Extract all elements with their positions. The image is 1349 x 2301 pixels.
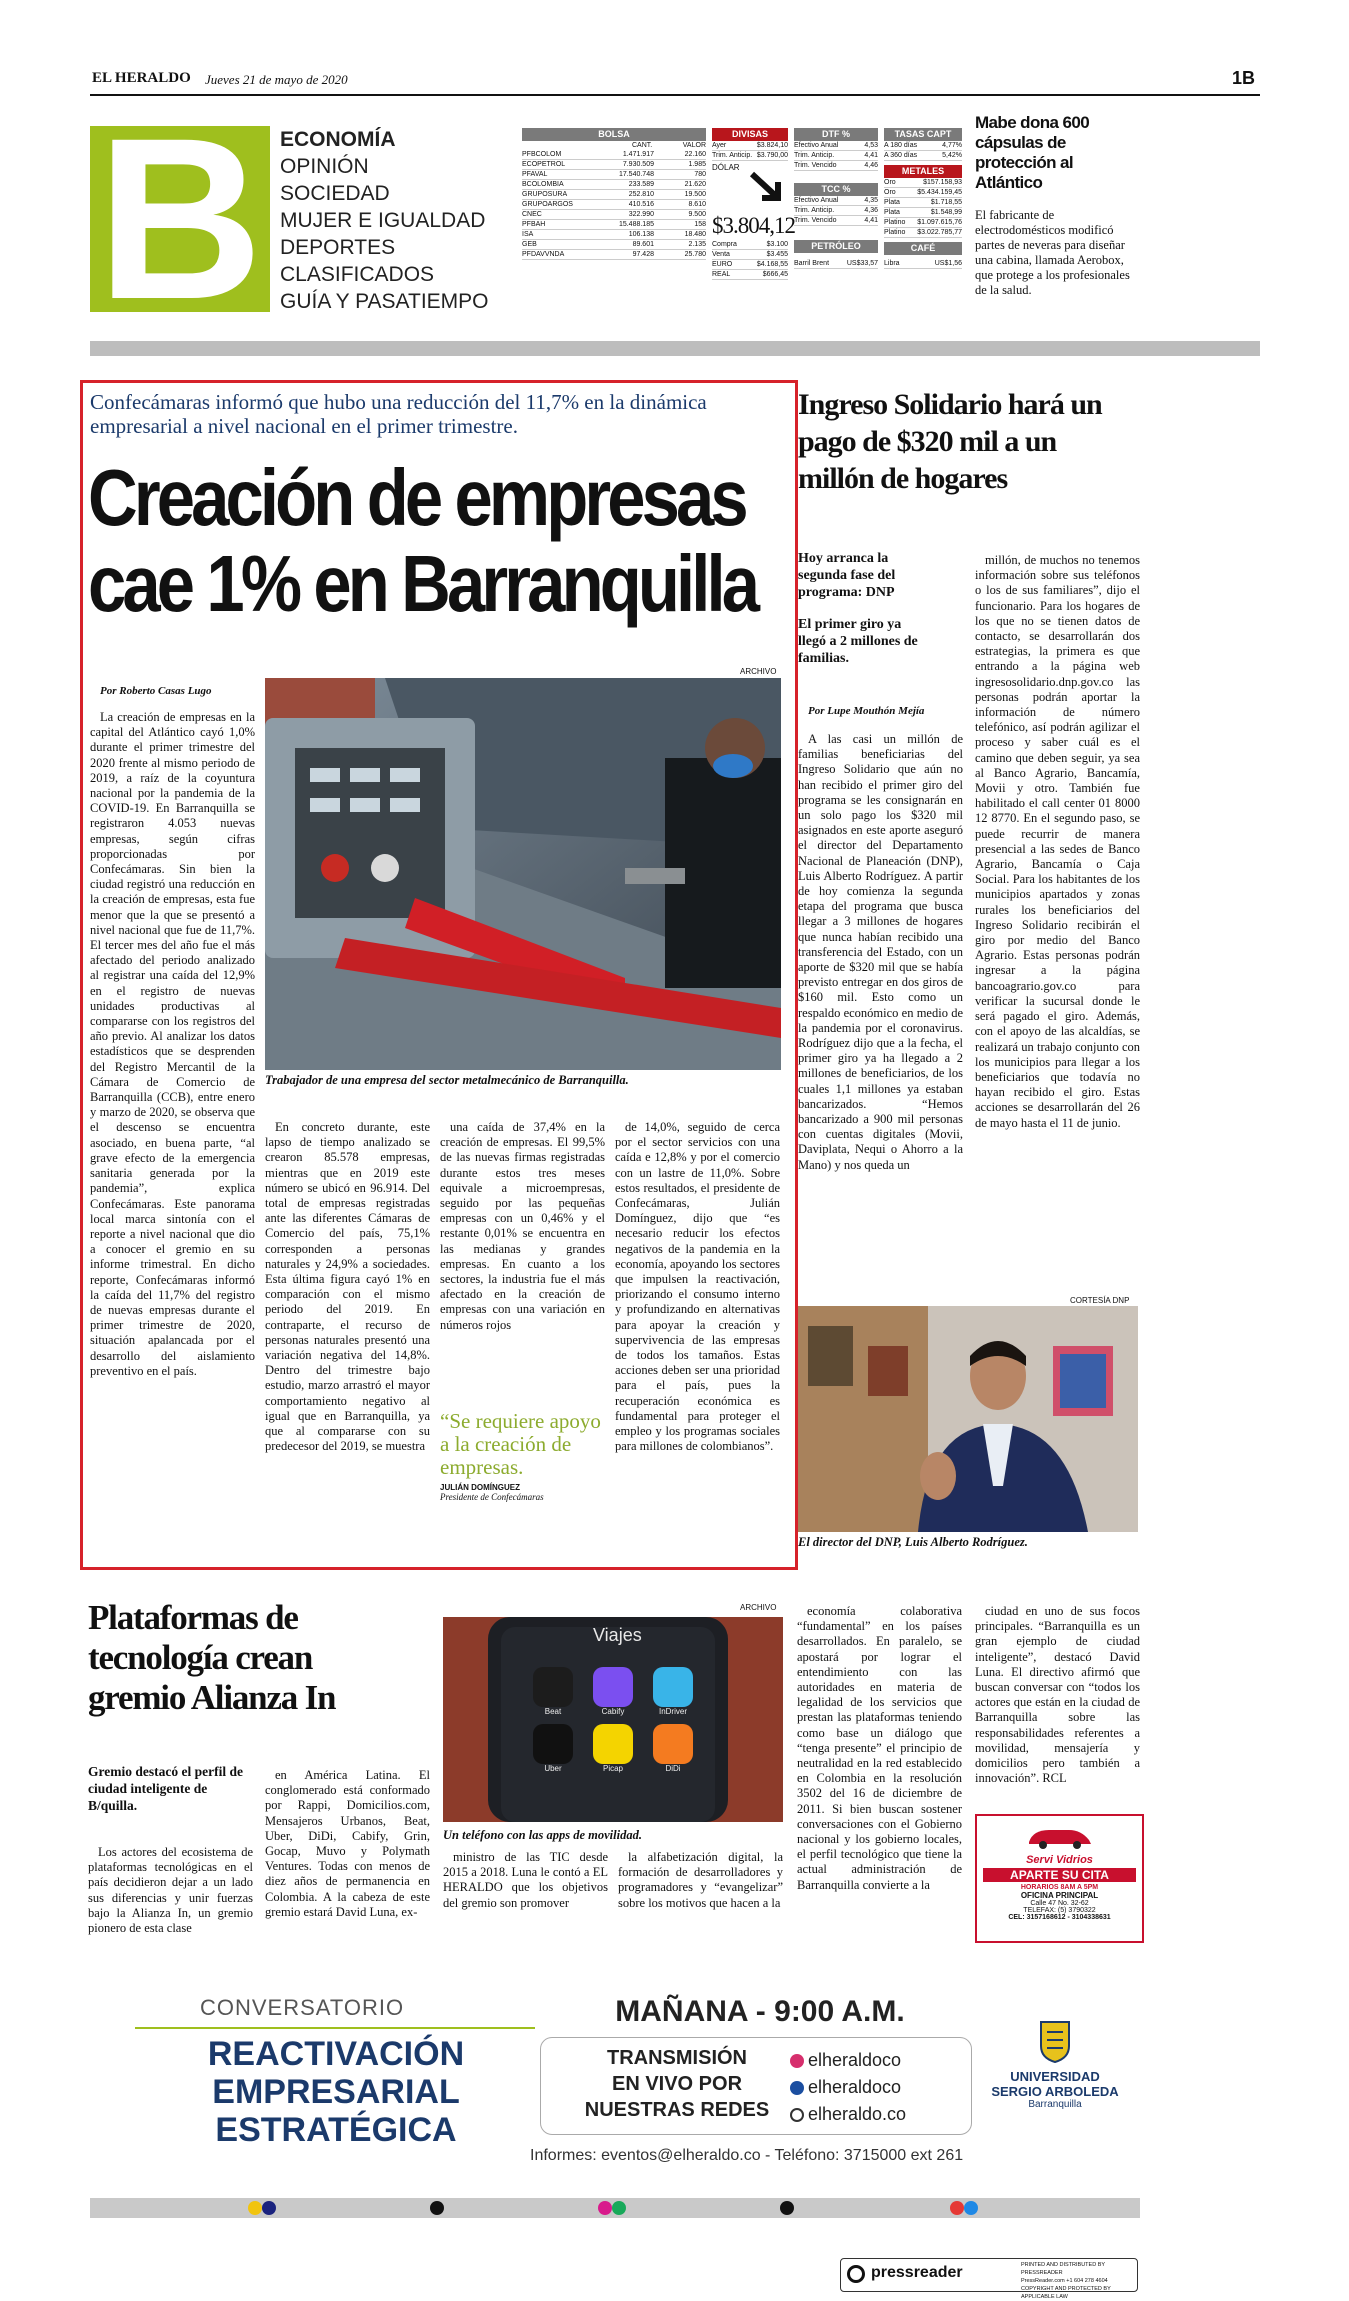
dtf-value: 4,41 [864,152,878,159]
lead-col2 [265,1120,430,1560]
university-name1: UNIVERSIDAD [1010,2069,1100,2084]
section-letter: B [90,126,270,312]
tcc-value: 4,35 [864,197,878,204]
app-tile [533,1724,573,1764]
cafe-value: US$1,56 [934,260,962,267]
divisas-label: Ayer [712,142,727,149]
bolsa-qty: 233.589 [628,181,654,188]
bolsa-ticker: GEB [522,241,537,248]
metal-label: Platino [884,229,906,236]
app-icon-beat[interactable] [525,1667,581,1716]
lead-col1-text: La creación de empresas en la capital del Atlántico cayó 1,0% durante el primer trimestre del 2020 frente al mismo periodo de 2019, a raíz de la coyuntura nacional por la pandemia de la COVID-19. En Barranquilla se registraron 4.053 nuevas empresas, según cifras proporcionadas por Confecámaras. Sin bien la ciudad registró una reducción en la creación de empresas, esta fue menor que la que se presentó a nivel nacional que fue de 11,7%. El tercer mes del año fue el más afectado del periodo analizado al registrar una caída del 12,9% en el registro de nuevas unidades productivas al compararse con los registros del año previo. Al analizar los datos estadísticos que se desprenden del Registro Mercantil de la Cámara de Comercio de Barranquilla (CCB), entre enero y marzo de 2020, se observa que el descenso se encuentra asociado, en buena parte, “al grave efecto de la emergencia sanitaria generada por la pandemia”, explica Confecámaras. Este panorama local marca sintonía con el reporte a nivel nacional que dio a conocer el gremio en su informe trimestral. En dicho reporte, Confecámaras informó la caída del 11,7% del registro de nuevas empresas durante el primer trimestre de 2020, situación apalancada por el desarrollo del aislamiento preventivo en el país. [90,710,255,1378]
metal-row [884,178,962,188]
banner-stream [582,2045,772,2123]
reg-dot-black [430,2201,444,2215]
divisas-label: REAL [712,271,731,278]
phone-header: Viajes [593,1625,642,1645]
app-icon-uber[interactable] [525,1724,581,1773]
bottom-col5 [797,1604,962,1964]
bolsa-row [522,240,706,250]
cafe-title: CAFÉ [884,242,962,255]
petroleo-label: Barril Brent [794,260,830,267]
side-col2-text: millón, de muchos no tenemos información sobre sus teléfonos o los de sus familiares”, dijo el funcionario. Para los hogares de los que no se tienen datos de contacto, se desarrollarán dos estrategias, la primera es que entrando a la página web ingresosolidario.dnp.gov.co las personas podrán aportar la información de número telefónico, así podrán agilizar el proceso y saber cuál es el camino que deben seguir, ya sea al Banco Agrario, Bancamía, Movii y otro. También fue habilitado el call center 01 8000 12 8770. En el segundo paso, se puede recurrir de manera presencial a las sedes de Banco Agrario, Bancamía o Caja Social. Para los habitantes de los municipios apartados y zonas rurales los beneficiarios del Ingreso Solidario recibirán el giro por medio del Banco Agrario. Estas personas podrán ingresar a la página bancoagrario.gov.co para verificar la sucursal donde le será pagado el giro. Además, con el apoyo de las alcaldías, se realizará un trabajo conjunto con los municipios para llegar a los beneficiarios que todavía no hayan recibido el giro. Estas acciones se desarrollarán del 26 de mayo hasta el 11 de junio. [975,553,1140,1130]
metal-row [884,228,962,238]
university-crest-icon [1037,2020,1073,2064]
banner-stream1: TRANSMISIÓN [607,2047,747,2069]
facebook-icon [790,2081,804,2095]
lead-quote [440,1410,605,1560]
metal-label: Oro [884,179,896,186]
dolar-label: DÓLAR [712,163,740,172]
bolsa-ticker: PFBAH [522,221,546,228]
pressreader-note2: PressReader.com +1 604 278 4604 [1021,2278,1108,2284]
divisas-label: Compra [712,241,737,248]
masthead-rule [90,94,1260,96]
metal-label: Oro [884,189,896,196]
reg-dot-black [780,2201,794,2215]
divisas-title: DIVISAS [712,128,788,141]
tasas-label: A 180 días [884,142,918,149]
petroleo-title: PETRÓLEO [794,240,878,253]
lead-headline-line1: Creación de empresas [88,453,745,542]
university-logo [975,2020,1135,2110]
globe-icon [790,2108,804,2122]
lead-col3-text: una caída de 37,4% en la creación de empresas. El 99,5% de las nuevas firmas registradas durante estos tres meses equivale a microempresas, seguido por las pequeñas empresas con un 0,46% y el restante 0,01% se encuentra en las medianas y grandes empresas. En cuanto a los sectores, la industria fue el más afectado en la creación de empresas con una variación en números rojos [440,1120,605,1332]
app-label: Picap [602,1764,623,1773]
bolsa-row [522,220,706,230]
section-index [280,126,489,315]
bolsa-price: 9.500 [688,211,706,218]
bottom-col6 [975,1604,1140,1804]
tcc-value: 4,41 [864,217,878,224]
bolsa-qty: 252.810 [628,191,654,198]
metal-row [884,198,962,208]
metal-value: $3.022.785,77 [917,229,962,236]
bolsa-ticker: ECOPETROL [522,161,566,168]
tcc-label: Efectivo Anual [794,197,839,204]
bottom-deck: Gremio destacó el perfil de ciudad inteligente de B/quilla. [88,1764,243,1813]
paper-name: EL HERALDO [92,70,191,86]
tasas-title: TASAS CAPT [884,128,962,141]
bolsa-col-valor: VALOR [682,142,706,149]
university-city: Barranquilla [1028,2099,1082,2110]
side-photo [798,1306,1138,1532]
bolsa-qty: 1.471.917 [622,151,654,158]
bolsa-qty: 410.516 [628,201,654,208]
lead-headline-line2: cae 1% en Barranquilla [88,539,757,628]
app-icon-picap[interactable] [585,1724,641,1773]
dtf-label: Efectivo Anual [794,142,839,149]
bottom-headline[interactable]: Plataformas de tecnología crean gremio Alianza In [88,1598,336,1717]
dtf-value: 4,46 [864,162,878,169]
reg-dot-red [950,2201,964,2215]
reg-dot-cyan [964,2201,978,2215]
tcc-label: Trim. Anticip. [794,207,835,214]
bolsa-qty: 322.990 [628,211,654,218]
tcc-label: Trim. Vencido [794,217,837,224]
car-icon [1025,1822,1095,1850]
side-deck2: El primer giro ya llegó a 2 millones de familias. [798,617,918,666]
metales-title: METALES [884,165,962,178]
pressreader-brand: pressreader [871,2264,963,2281]
divisas-label: EURO [712,261,733,268]
pressreader-note3: COPYRIGHT AND PROTECTED BY APPLICABLE LAW [1021,2286,1111,2300]
metalworker-photo [265,678,781,1070]
petroleo-value: US$33,57 [846,260,878,267]
tasas-value: 5,42% [942,152,962,159]
bottom-col4 [618,1850,783,1965]
divisas-table [712,128,795,280]
pressreader-icon [847,2265,865,2283]
divisas-value: $3.455 [766,251,788,258]
bolsa-ticker: ISA [522,231,534,238]
ad-brand: Servi Vidrios [1026,1854,1093,1866]
banner-time: MAÑANA - 9:00 A.M. [615,1995,905,2028]
bolsa-row [522,210,706,220]
app-label: DiDi [665,1764,681,1773]
app-tile [593,1667,633,1707]
divisas-value: $3.824,10 [756,142,788,149]
bolsa-price: 8.610 [688,201,706,208]
section-guia[interactable]: GUÍA Y PASATIEMPO [280,290,489,313]
dolar-value: $3.804,12 [712,213,795,238]
instagram-handle[interactable] [790,2047,906,2074]
reg-dot-magenta [598,2201,612,2215]
bolsa-row [522,200,706,210]
bolsa-ticker: PFBCOLOM [522,151,562,158]
bolsa-row [522,170,706,180]
facebook-handle-text: elheraldoco [808,2077,902,2097]
bolsa-price: 22.160 [684,151,706,158]
dtf-table [794,128,878,269]
bolsa-title: BOLSA [522,128,706,141]
bolsa-qty: 17.540.748 [618,171,654,178]
app-tile [653,1724,693,1764]
cafe-label: Libra [884,260,900,267]
bottom-col1 [88,1845,253,1965]
bolsa-price: 19.500 [684,191,706,198]
banner-title1: REACTIVACIÓN [207,2035,465,2073]
bottom-photo-credit: ARCHIVO [740,1603,777,1612]
brief-body: El fabricante de electrodomésticos modificó partes de neveras para diseñar una cabina, llamada Aerobox, que protege a los profesionales de la salud. [975,208,1130,297]
dtf-title: DTF % [794,128,878,141]
banner-title3: ESTRATÉGICA [215,2111,457,2149]
lead-caption: Trabajador de una empresa del sector metalmecánico de Barranquilla. [265,1073,629,1087]
bolsa-ticker: CNEC [522,211,542,218]
pressreader-notes [1021,2261,1137,2301]
serviv-ad[interactable] [975,1814,1144,1943]
section-economia[interactable]: ECONOMÍA [280,128,396,151]
section-clasificados[interactable]: CLASIFICADOS [280,263,435,286]
side-caption: El director del DNP, Luis Alberto Rodríguez. [798,1535,1028,1549]
tasas-table [884,128,962,269]
side-byline: Por Lupe Mouthón Mejía [808,705,925,717]
lead-quote-text: “Se requiere apoyo a la creación de empresas. [440,1409,601,1479]
lead-headline[interactable] [88,453,757,628]
web-handle-text: elheraldo.co [808,2104,907,2124]
bolsa-qty: 15.488.185 [618,221,654,228]
ad-cta: APARTE SU CITA [983,1868,1136,1882]
pressreader-badge[interactable] [840,2258,1138,2300]
bottom-caption: Un teléfono con las apps de movilidad. [443,1828,642,1842]
app-label: Cabify [601,1707,625,1716]
divisas-value: $3.790,00 [756,152,788,159]
bottom-col3-text: ministro de las TIC desde 2015 a 2018. Luna le contó a EL HERALDO que los objetivos del gremio son promover [443,1850,608,1910]
tcc-title: TCC % [794,183,878,196]
app-label: InDriver [658,1707,687,1716]
app-label: Uber [544,1764,562,1773]
event-banner[interactable] [90,1985,1140,2185]
app-tile [653,1667,693,1707]
ad-hours: HORARIOS 8AM A 5PM [1020,1884,1099,1891]
bolsa-qty: 7.930.509 [622,161,654,168]
section-opinion[interactable]: OPINIÓN [280,155,369,178]
tasas-value: 4,77% [942,142,962,149]
separator-bar [90,341,1260,356]
divisas-label: Venta [712,251,730,258]
ad-office: OFICINA PRINCIPAL [1020,1891,1099,1900]
banner-handles [790,2047,906,2128]
banner-title [126,2035,546,2149]
lead-col4 [615,1120,780,1560]
app-icon-cabify[interactable] [585,1667,641,1716]
ad-cel: CEL: 3157168612 - 3104338631 [1008,1914,1111,1921]
section-sociedad[interactable]: SOCIEDAD [280,182,390,205]
ad-address: Calle 47 No. 32-62 [1030,1900,1089,1907]
bolsa-price: 21.620 [684,181,706,188]
dnp-director-photo [798,1306,1138,1532]
bottom-col5-text: economía colaborativa “fundamental” en los países desarrollados. En paralelo, se apostará por lograr el entendimiento con las autoridades en materia de legalidad de los servicios que prestan las plataformas teniendo como base un diálogo que “tenga presente” el principio de neutralidad en la red establecido en Colombia en la resolución 3502 del 16 de diciembre de 2011. Si bien buscan sostener conversaciones con el Gobierno nacional y los gobierno locales, el perfil tecnológico que tiene la actual administración de Barranquilla convierte a la [797,1604,962,1892]
bottom-col1-text: Los actores del ecosistema de plataformas tecnológicas en el país decidieron dejar a un lado sus diferencias y unir fuerzas bajo la Alianza In, un gremio pionero de esta clase [88,1845,253,1936]
bottom-col2-text: en América Latina. El conglomerado está conformado por Rappi, Domicilios.com, Mensajeros Urbanos, Beat, Uber, DiDi, Cabify, Grin, Gocap, Muvo y Polymath Ventures. Todas con menos de diez años de permanencia en Colombia. A la cabeza de este gremio estará David Luna, ex- [265,1768,430,1919]
metal-label: Platino [884,219,906,226]
lead-quote-role: Presidente de Confecámaras [440,1492,544,1502]
lead-byline: Por Roberto Casas Lugo [100,685,212,697]
section-deportes[interactable]: DEPORTES [280,236,396,259]
divisas-label: Trim. Anticip. [712,152,753,159]
bottom-col2 [265,1768,430,1963]
bolsa-row [522,230,706,240]
divisas-value: $3.100 [766,241,788,248]
bolsa-price: 2.135 [688,241,706,248]
banner-tag: CONVERSATORIO [200,1995,405,2020]
bottom-col4-text: la alfabetización digital, la formación de desarrolladores y programadores y “evangelizar” sobre los motivos que hacen a la [618,1850,783,1910]
lead-col4-text: de 14,0%, seguido de cerca por el sector servicios con una caída e 12,8% y por el comercio con un lastre de 11,0%. Sobre estos resultados, el presidente de Confecámaras, Julián Domínguez, dijo que “es necesario reducir los efectos negativos de la pandemia en la economía, apoyando los sectores que impulsen la reactivación, priorizando el consumo interno y profundizando en alternativas para apoyar la creación y supervivencia de las empresas de todos los tamaños. Estas acciones deben ser una prioridad para el país, pues la recuperación económica es fundamental para proteger el empleo y los programas sociales para millones de colombianos”. [615,1120,780,1454]
instagram-icon [790,2054,804,2068]
side-col1 [798,732,963,1272]
metal-row [884,188,962,198]
lead-photo-credit: ARCHIVO [740,667,777,676]
banner-stream2: EN VIVO POR [611,2073,743,2095]
banner-title2: EMPRESARIAL [212,2073,460,2111]
metal-value: $157.158,93 [923,179,962,186]
divisas-value: $4.168,55 [756,261,788,268]
bolsa-ticker: GRUPOSURA [522,191,568,198]
tcc-value: 4,36 [864,207,878,214]
bolsa-row [522,160,706,170]
app-label: Beat [544,1707,562,1716]
bolsa-price: 25.780 [684,251,706,258]
bottom-photo [443,1617,783,1822]
bolsa-qty: 106.138 [628,231,654,238]
dtf-label: Trim. Anticip. [794,152,835,159]
side-deck1: Hoy arranca la segunda fase del programa: DNP [798,551,896,600]
reg-dot-blue [262,2201,276,2215]
bolsa-ticker: PFAVAL [522,171,548,178]
bolsa-col-cant: CANT. [632,142,653,149]
metal-value: $5.434.159,45 [917,189,962,196]
bolsa-price: 1.985 [688,161,706,168]
side-col2 [975,553,1140,1273]
bolsa-row [522,250,706,260]
bolsa-row [522,190,706,200]
instagram-handle-text: elheraldoco [808,2050,902,2070]
reg-dot-yellow [248,2201,262,2215]
metal-value: $1.548,99 [930,209,962,216]
reg-dot-green [612,2201,626,2215]
arrow-down-icon [748,170,788,206]
tasas-label: A 360 días [884,152,918,159]
bolsa-ticker: GRUPOARGOS [522,201,573,208]
banner-rule [135,2027,535,2029]
dtf-value: 4,53 [864,142,878,149]
lead-kicker: Confecámaras informó que hubo una reducción del 11,7% en la dinámica empresarial a nivel nacional en el primer trimestre. [90,390,707,438]
metal-value: $1.097.615,76 [917,219,962,226]
bolsa-ticker: BCOLOMBIA [522,181,564,188]
banner-stream3: NUESTRAS REDES [584,2099,770,2121]
metal-label: Plata [884,199,900,206]
bolsa-price: 158 [694,221,706,228]
app-icon-indriver[interactable] [645,1667,701,1716]
metal-row [884,218,962,228]
side-headline[interactable]: Ingreso Solidario hará un pago de $320 mil a un millón de hogares [798,388,1102,495]
lead-col1 [90,710,255,1560]
lead-quote-author: JULIÁN DOMÍNGUEZ [440,1483,520,1492]
lead-photo [265,678,781,1070]
brief-headline[interactable]: Mabe dona 600 cápsulas de protección al Atlántico [975,113,1090,192]
pressreader-note1: PRINTED AND DISTRIBUTED BY PRESSREADER [1021,2262,1105,2276]
app-tile [593,1724,633,1764]
bolsa-row [522,180,706,190]
facebook-handle[interactable] [790,2074,906,2101]
divisas-value: $666,45 [762,271,788,278]
web-handle[interactable] [790,2101,906,2128]
app-tile [533,1667,573,1707]
bolsa-ticker: PFDAVVNDA [522,251,565,258]
ad-telefax: TELEFAX: (5) 3790322 [1023,1907,1096,1914]
bolsa-qty: 89.601 [632,241,654,248]
bottom-col6-text: ciudad en uno de sus focos principales. “Barranquilla es un gran ejemplo de ciudad inteligente”, destacó David Luna. El directivo afirmó que buscan conversar con “todos los actores que están en la ciudad de Barranquilla sobre las responsabilidades referentes a movilidad, mensajería y domicilios pero también a innovación”. RCL [975,1604,1140,1786]
section-mujer[interactable]: MUJER E IGUALDAD [280,209,486,232]
lead-col2-text: En concreto durante, este lapso de tiempo analizado se crearon 85.578 empresas, mientras que en 2019 este número se ubicó en 96.914. Del total de empresas registradas ante las diferentes Cámaras de Comercio del país, 75,1% corresponden a personas naturales y 24,9% a sociedades. Esta última figura cayó 1% en comparación con el mismo periodo del 2019. En contraparte, el recurso de personas naturales presentó una variación negativa del 14,8%. Dentro del trimestre bajo estudio, marzo arrastró el mayor comportamiento negativo al igual que en Barranquilla, ya que al compararse con su predecesor del 2019, se muestra [265,1120,430,1454]
metal-row [884,208,962,218]
dtf-label: Trim. Vencido [794,162,837,169]
bolsa-price: 780 [694,171,706,178]
bolsa-price: 18.480 [684,231,706,238]
bottom-col3 [443,1850,608,1965]
lead-col3 [440,1120,605,1395]
banner-contact: Informes: eventos@elheraldo.co - Teléfono: 3715000 ext 261 [530,2147,964,2164]
bolsa-qty: 97.428 [632,251,654,258]
side-col1-text: A las casi un millón de familias beneficiarias del Ingreso Solidario que aún no han recibido el primer giro del programa se les consignarán en un solo pago los $320 mil asignados en este aporte aseguró el director del Departamento Nacional de Planeación (DNP), Luis Alberto Rodríguez. A partir de hoy comienza la segunda etapa del programa que busca llegar a 3 millones de hogares que nunca habían recibido una transferencia del Estado, con un aporte de $320 mil que se había previsto entregar en dos giros de $160 mil. Esto como un respaldo económico en medio de la pandemia por el coronavirus. Rodríguez dijo que a la fecha, el primer giro ya ha llegado a 2 millones de beneficiarios, de los cuales 1,1 millones ya estaban bancarizados. “Hemos bancarizado a 900 mil personas con cuentas digitales (Movii, Daviplata, Nequi o Ahorro a la Mano) y nos queda un [798,732,963,1172]
app-icon-didi[interactable] [645,1724,701,1773]
university-name2: SERGIO ARBOLEDA [991,2084,1119,2099]
bolsa-table [522,128,706,260]
side-photo-credit: CORTESÍA DNP [1070,1296,1130,1305]
bolsa-row [522,150,706,160]
issue-date: Jueves 21 de mayo de 2020 [205,72,348,87]
metal-label: Plata [884,209,900,216]
metal-value: $1.718,55 [930,199,962,206]
page-number: 1B [1232,68,1256,88]
